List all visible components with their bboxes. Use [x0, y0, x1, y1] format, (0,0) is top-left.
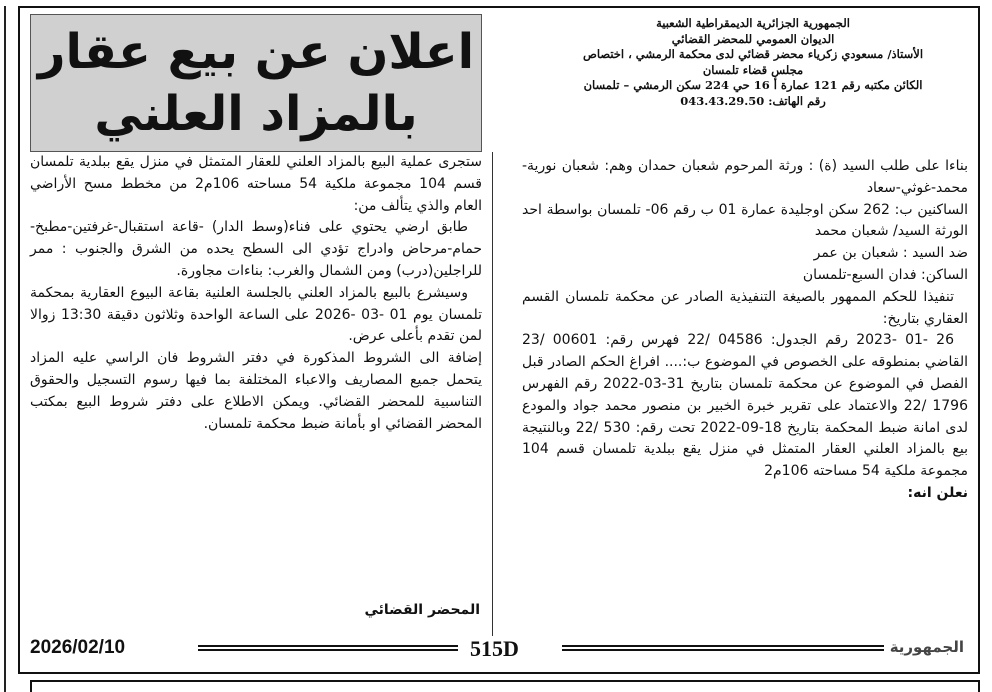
footer-rule-right — [562, 645, 884, 651]
judgment-paragraph: تنفيذا للحكم الممهور بالصيغة التنفيذية الصادر عن محكمة تلمسان القسم العقاري بتاريخ: — [522, 288, 968, 327]
footer-page-code: 515D — [470, 636, 519, 661]
newspaper-brand: الجمهورية — [889, 638, 964, 656]
defendant-paragraph: ضد السيد : شعبان بن عمر — [813, 245, 968, 262]
court-header — [538, 16, 968, 109]
right-column — [522, 156, 968, 505]
announcement-lead: نعلن انه: — [907, 484, 968, 501]
left-column — [30, 152, 482, 435]
header-officer: الأستاذ/ مسعودي زكرياء محضر قضائي لدى محكمة الرمشي ، اختصاص — [582, 47, 924, 61]
conditions-paragraph: إضافة الى الشروط المذكورة في دفتر الشروط فان الراسي عليه المزاد يتحمل جميع المصاريف والاعباء المختلفة بما فيها رسوم التسجيل والحقوق التناسبية للمحضر القضائي. ويمكن الاطلاع على دفتر شروط البيع بمكتب المحضر القضائي او بأمانة ضبط محكمة تلمسان. — [30, 350, 482, 432]
header-republic: الجمهورية الجزائرية الديمقراطية الشعبية — [656, 16, 850, 30]
title-box — [30, 14, 482, 152]
sale-paragraph: ستجرى عملية البيع بالمزاد العلني للعقار المتمثل في منزل يقع ببلدية تلمسان قسم 104 مجموعة ملكية 54 مساحته 106م2 من مخطط مسح الأراضي العام والذي يتألف من: — [30, 154, 482, 214]
title-line-2: بالمزاد العلني — [94, 86, 418, 142]
requester-paragraph: بناءا على طلب السيد (ة) : ورثة المرحوم شعبان حمدان وهم: شعبان نورية-محمد-غوثي-سعاد — [522, 158, 968, 196]
residence-paragraph: الساكنين ب: 262 سكن اوجليدة عمارة 01 ب رقم 06- تلمسان بواسطة احد الورثة السيد/ شعبان محمد — [522, 201, 969, 240]
defendant-residence-paragraph: الساكن: فدان السبع-تلمسان — [802, 266, 968, 283]
judgment-details-paragraph: 26 -01 -2023 رقم الجدول: 04586 /22 فهرس رقم: 00601 /23 القاضي بمنطوقه على الخصوص في الموضوع ب:.... افراغ الحكم الصادر قبل الفصل في الموضوع عن محكمة تلمسان بتاريخ 31-03-2022 رقم الفهرس 1796 /22 والاعتماد على تقرير خبرة الخبير بن منصور محمد جواد والمودع لدى امانة ضبط المحكمة بتاريخ 18-09-2022 تحت رقم: 530 /22 وبالنتيجة بيع بالمزاد العلني العقار المتمثل في منزل يقع ببلدية تلمسان قسم 104 مجموعة ملكية 54 مساحته 106م2 — [522, 332, 968, 480]
bailiff-signature-label: المحضر القضائي — [364, 602, 480, 618]
property-description-paragraph: طابق ارضي يحتوي على فناء(وسط الدار) -قاعة استقبال-غرفتين-مطبخ-حمام-مرحاض وادراج تؤدي الى السطح يحده من الشرق والجنوب : ممر للراجلين(درب) ومن الشمال والغرب: بناءات مجاورة. — [30, 219, 482, 279]
header-jurisdiction: مجلس قضاء تلمسان — [702, 62, 804, 77]
footer-rule-left — [198, 645, 458, 651]
page-edge-line — [4, 6, 6, 692]
title-line-1: اعلان عن بيع عقار — [37, 24, 475, 80]
header-address: الكائن مكتبه رقم 121 عمارة أ 16 حي 224 سكن الرمشي – تلمسان — [583, 78, 923, 92]
auction-date-paragraph: وسيشرع بالبيع بالمزاد العلني بالجلسة العلنية بقاعة البيوع العقارية بمحكمة تلمسان يوم 01 -03 -2026 على الساعة الواحدة وثلاثون دقيقة 13:30 زوالا لمن تقدم بأعلى عرض. — [30, 284, 483, 345]
footer-date: 2026/02/10 — [30, 637, 126, 658]
header-office: الديوان العمومي للمحضر القضائي — [671, 31, 835, 46]
next-ad-frame — [30, 680, 980, 692]
column-divider — [492, 152, 493, 636]
footer — [30, 636, 970, 662]
header-phone: رقم الهاتف: 043.43.29.50 — [680, 93, 826, 108]
